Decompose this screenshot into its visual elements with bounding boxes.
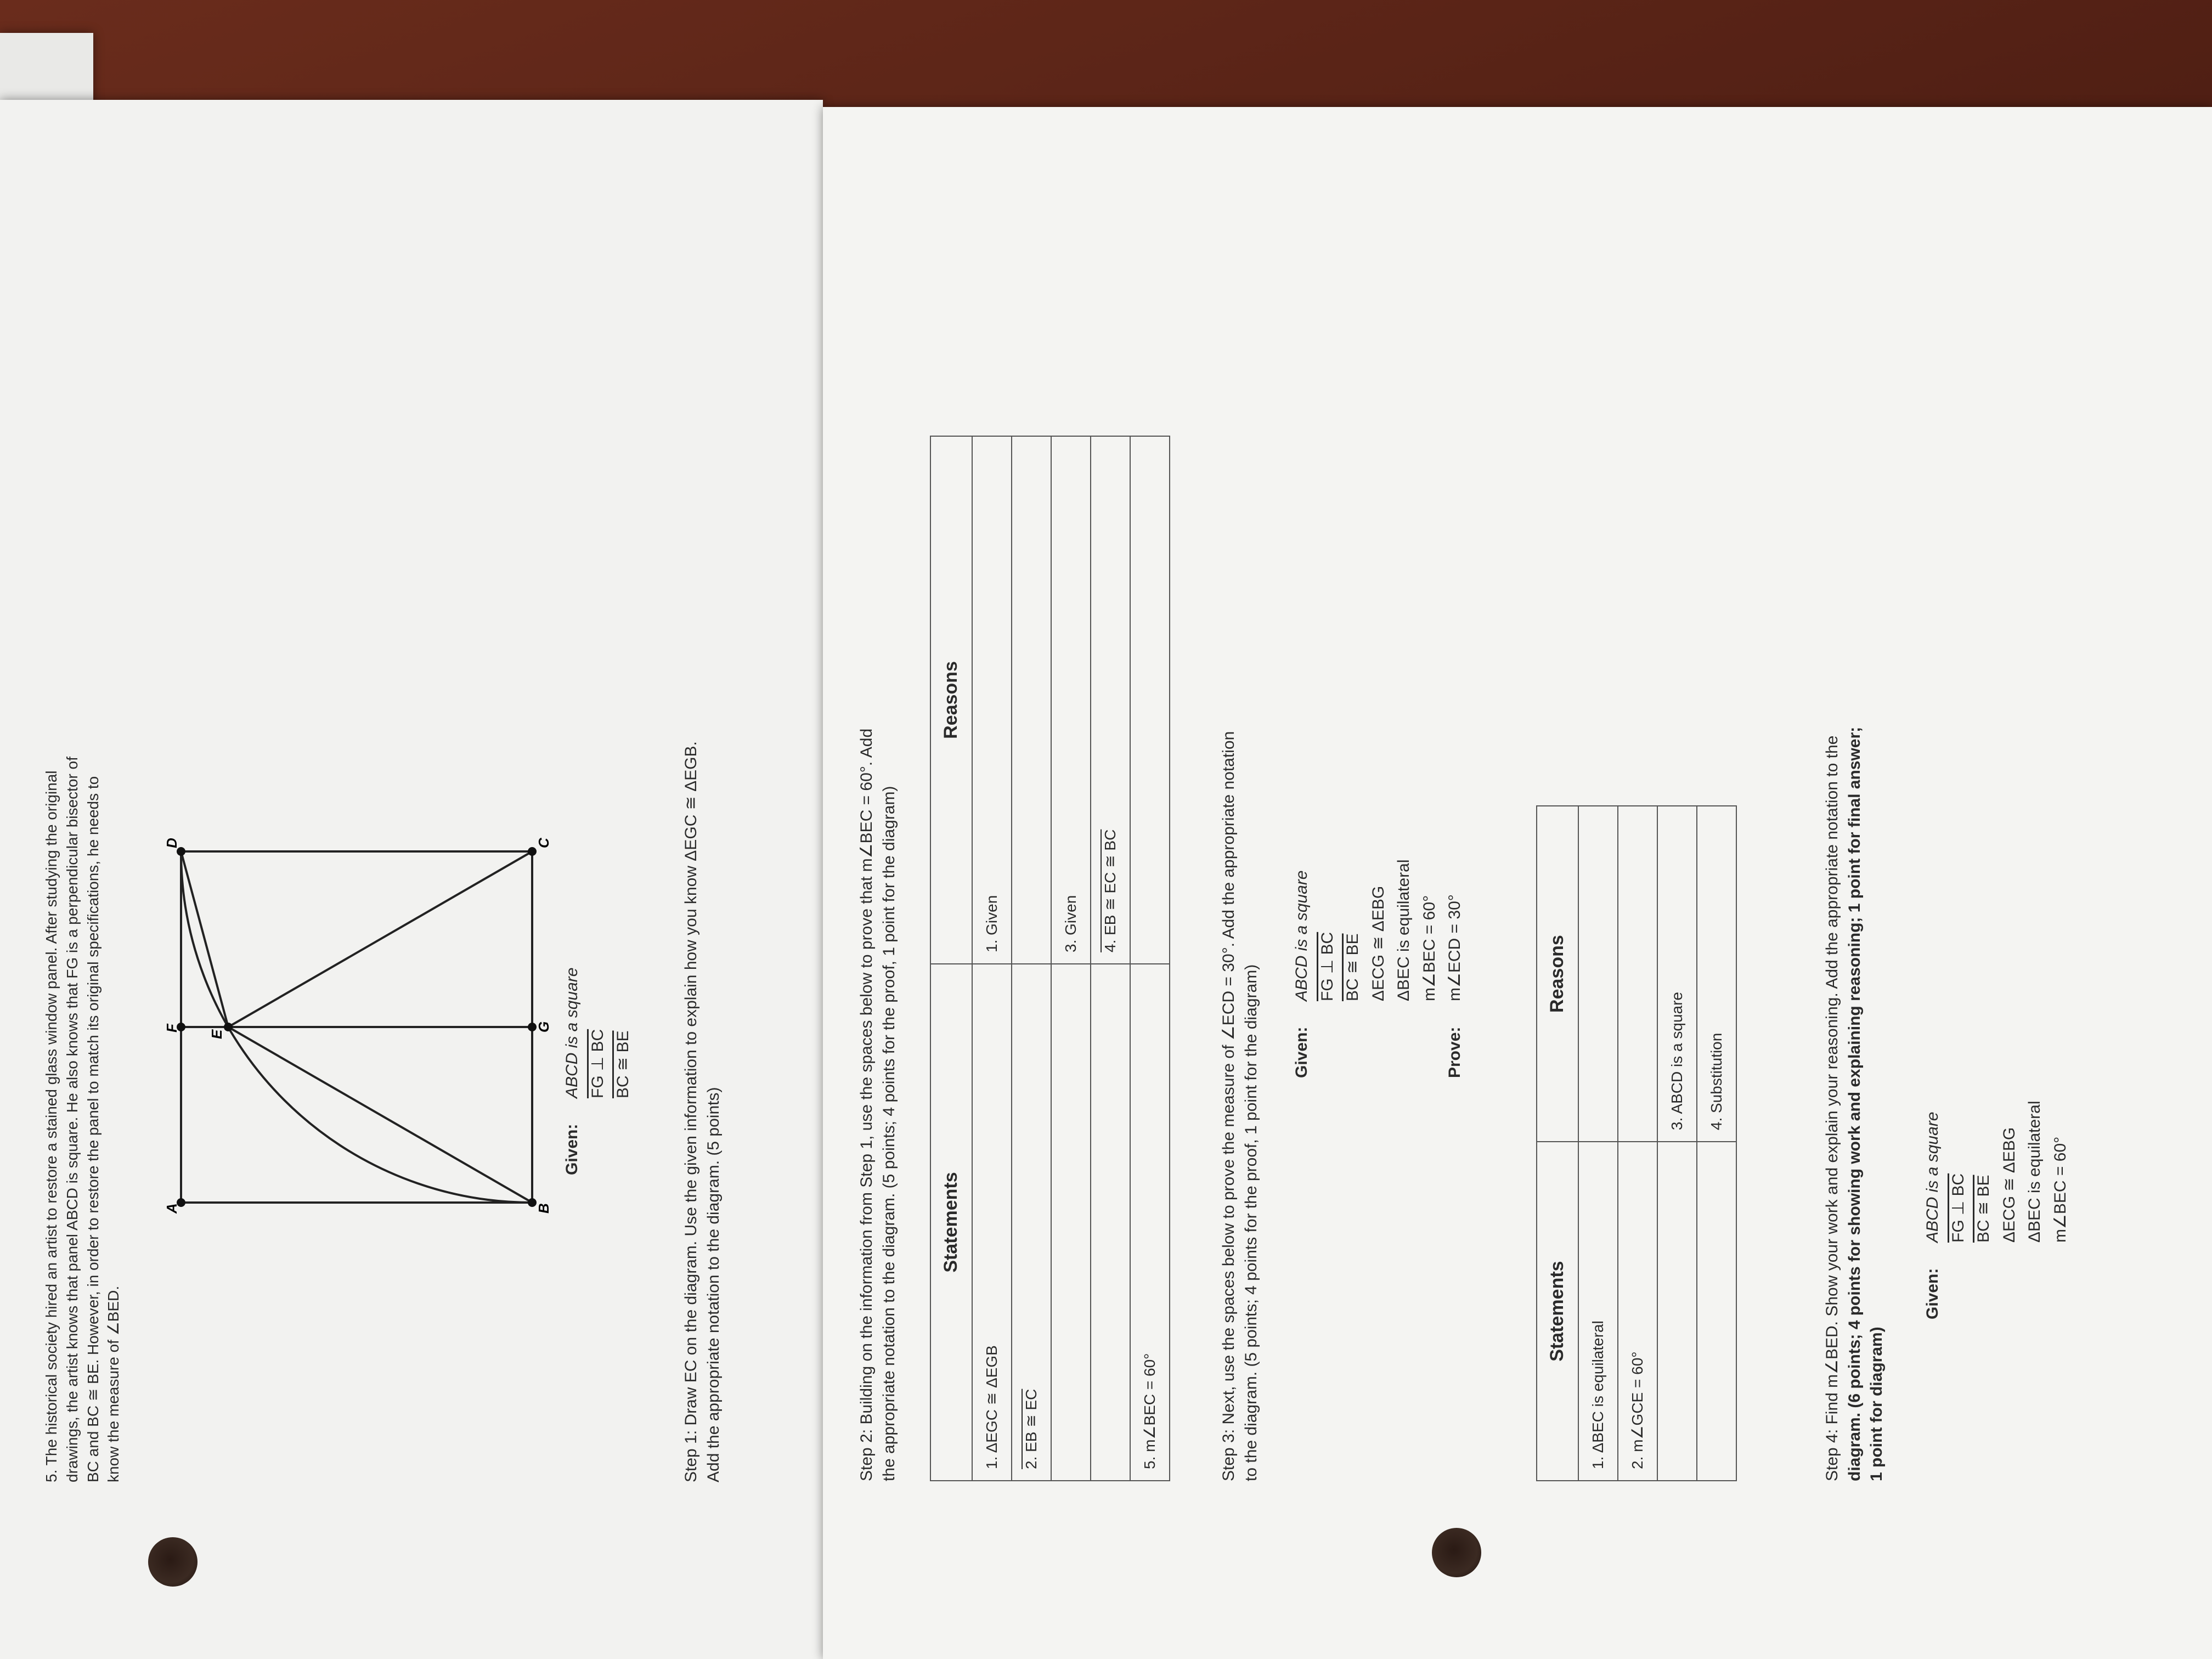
given-item: ΔBEC is equilateral — [2025, 1101, 2044, 1243]
segment-eb — [181, 851, 228, 1027]
reason-cell[interactable] — [1578, 806, 1618, 1142]
punch-hole — [1432, 1528, 1481, 1577]
point-d — [177, 847, 185, 856]
given-item: ΔBEC is equilateral — [1395, 859, 1413, 1001]
label-d: D — [163, 838, 180, 848]
statement-cell[interactable] — [1657, 1142, 1697, 1481]
step3-proof-table — [1536, 805, 1737, 1481]
given-item: FG ⊥ BC — [588, 1029, 607, 1098]
step1-line: Step 1: Draw EC on the diagram. Use the given information to explain how you know ΔEGC ≅ ΔEGB. — [682, 741, 700, 1482]
given-item: ΔECG ≅ ΔEBG — [2000, 1127, 2018, 1243]
given-item: ABCD is a square — [1293, 870, 1311, 1001]
reason-cell[interactable] — [1012, 436, 1051, 964]
table-row — [1657, 806, 1697, 1481]
step4-line: diagram. (6 points; 4 points for showing work and explaining reasoning; 1 point for final answer; — [1845, 726, 1864, 1481]
punch-hole — [148, 1537, 198, 1587]
step1-givens — [560, 968, 636, 1175]
statement-cell[interactable] — [1697, 1142, 1736, 1481]
label-b: B — [535, 1203, 552, 1214]
reasons-header: Reasons — [1537, 806, 1578, 1142]
given-item: FG ⊥ BC — [1949, 1173, 1967, 1243]
given-label: Given: — [563, 1124, 581, 1175]
statement-cell[interactable] — [1091, 964, 1130, 1481]
step1-line: Add the appropriate notation to the diagram. (5 points) — [704, 1087, 723, 1482]
reason-cell[interactable]: 4. EB ≅ EC ≅ BC — [1091, 436, 1130, 964]
reason-cell[interactable] — [1130, 436, 1170, 964]
given-label: Given: — [1923, 1268, 1942, 1319]
segment-ed — [228, 851, 532, 1027]
reason-cell[interactable]: 4. Substitution — [1697, 806, 1736, 1142]
step4-line: 1 point for diagram) — [1867, 1327, 1886, 1481]
label-g: G — [535, 1021, 552, 1032]
reason-cell[interactable] — [1618, 806, 1657, 1142]
problem-statement — [41, 757, 124, 1482]
reason-cell[interactable]: 3. ABCD is a square — [1657, 806, 1697, 1142]
step4-instructions — [1821, 727, 1888, 1481]
given-item: BC ≅ BE — [1344, 933, 1362, 1001]
given-label: Given: — [1293, 1026, 1311, 1078]
reason-cell[interactable]: 1. Given — [972, 436, 1012, 964]
table-row — [1697, 806, 1736, 1481]
statement-cell[interactable]: 1. ΔEGC ≅ ΔEGB — [972, 964, 1012, 1481]
prove-label: Prove: — [1446, 1026, 1464, 1078]
given-item: m∠BEC = 60° — [1420, 895, 1438, 1001]
problem-line: 5. The historical society hired an artist to restore a stained glass window panel. After studying the original — [43, 770, 60, 1482]
table-row — [1051, 436, 1091, 1481]
step2-line: the appropriate notation to the diagram. (5 points; 4 points for the proof, 1 point for the diagram) — [879, 786, 898, 1481]
step1-instructions — [680, 741, 725, 1482]
worksheet-page-1 — [0, 100, 823, 1659]
worksheet-page-2 — [823, 107, 2212, 1659]
step3-line: Step 3: Next, use the spaces below to prove the measure of ∠ECD = 30°. Add the appropriate notation — [1220, 731, 1238, 1481]
table-row — [1618, 806, 1657, 1481]
segment-ae — [228, 1027, 532, 1203]
table-row — [1578, 806, 1618, 1481]
statement-cell[interactable]: 2. m∠GCE = 60° — [1618, 1142, 1657, 1481]
reasons-header: Reasons — [930, 436, 972, 964]
step3-line: to the diagram. (5 points; 4 points for the proof, 1 point for the diagram) — [1242, 964, 1260, 1481]
label-e: E — [208, 1029, 225, 1039]
statement-cell[interactable] — [1051, 964, 1091, 1481]
statement-cell[interactable]: 1. ΔBEC is equilateral — [1578, 1142, 1618, 1481]
square-diagram — [163, 835, 552, 1219]
table-row — [1130, 436, 1170, 1481]
problem-line: BC and BC ≅ BE. However, in order to restore the panel to match its original specifications, he needs to — [84, 776, 101, 1482]
given-item: m∠BEC = 60° — [2051, 1136, 2069, 1243]
problem-line: know the measure of ∠BED. — [105, 1285, 122, 1482]
step3-instructions — [1218, 731, 1262, 1481]
step2-proof-table-wrap — [930, 436, 1170, 1481]
label-c: C — [535, 838, 552, 848]
point-c — [528, 847, 537, 856]
step3-givens — [1289, 860, 1468, 1079]
table-row — [972, 436, 1012, 1481]
step3-proof-table-wrap — [1536, 805, 1737, 1481]
reason-cell[interactable]: 3. Given — [1051, 436, 1091, 964]
point-e — [224, 1023, 233, 1031]
step4-givens — [1920, 1101, 2073, 1320]
label-f: F — [163, 1024, 180, 1032]
given-item: ABCD is a square — [1923, 1111, 1942, 1243]
given-item: ΔECG ≅ ΔEBG — [1369, 885, 1387, 1001]
step4-line: Step 4: Find m∠BED. Show your work and explain your reasoning. Add the appropriate notation to the — [1823, 735, 1841, 1481]
label-a: A — [163, 1203, 180, 1214]
table-row — [1012, 436, 1051, 1481]
given-item: BC ≅ BE — [614, 1030, 632, 1098]
statement-cell[interactable]: 5. m∠BEC = 60° — [1130, 964, 1170, 1481]
statement-cell[interactable]: 2. EB ≅ EC — [1012, 964, 1051, 1481]
given-item: ABCD is a square — [563, 967, 581, 1098]
given-item: BC ≅ BE — [1974, 1175, 1993, 1243]
step2-instructions — [856, 729, 900, 1481]
step2-line: Step 2: Building on the information from Step 1, use the spaces below to prove that m∠BEC = 60°. Add — [857, 728, 876, 1481]
problem-line: drawings, the artist knows that panel ABCD is square. He also knows that FG is a perpendicular bisector of — [63, 757, 81, 1482]
given-item: FG ⊥ BC — [1318, 932, 1336, 1001]
statements-header: Statements — [1537, 1142, 1578, 1481]
statements-header: Statements — [930, 964, 972, 1481]
step2-proof-table — [930, 436, 1170, 1481]
table-row — [1091, 436, 1130, 1481]
prove-statement: m∠ECD = 30° — [1446, 894, 1464, 1001]
